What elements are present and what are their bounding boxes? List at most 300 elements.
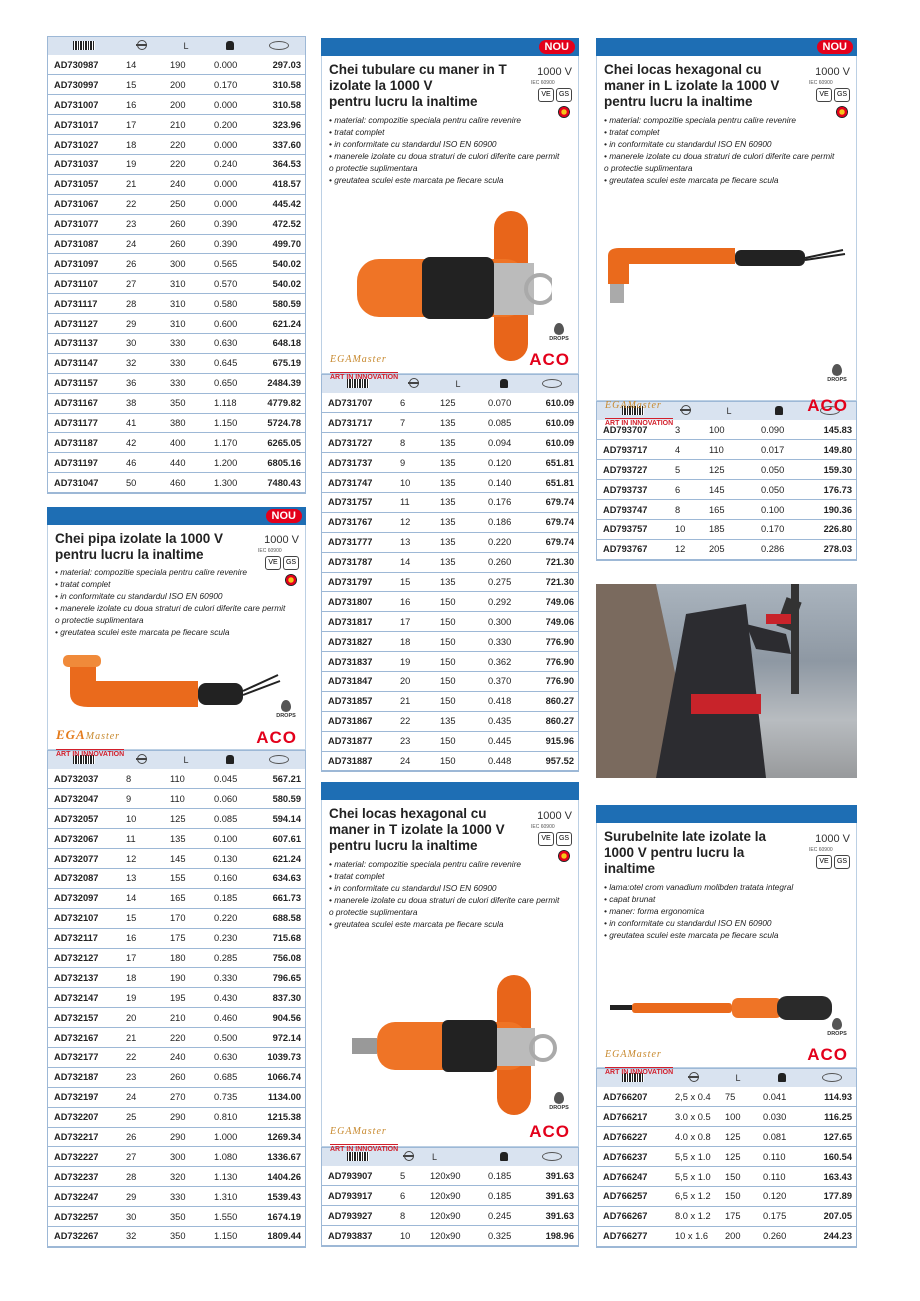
- table-row: [48, 1008, 305, 1028]
- weight-cell: 0.325: [482, 1226, 526, 1246]
- weight-cell: 0.810: [208, 1107, 252, 1127]
- table-row: [322, 652, 578, 672]
- product-code-cell: AD732127: [48, 948, 120, 968]
- length-cell: 210: [164, 1008, 208, 1028]
- size-cell: 13: [120, 868, 164, 888]
- table-row: [322, 1166, 578, 1186]
- product-code-cell: AD731837: [322, 652, 394, 672]
- table-row: [48, 413, 305, 433]
- card-header-bar: [321, 38, 579, 56]
- product-code-cell: AD732217: [48, 1127, 120, 1147]
- weight-cell: 0.245: [482, 1206, 526, 1226]
- size-cell: 5,5 x 1.0: [669, 1147, 719, 1167]
- aco-logo: ACO: [529, 350, 570, 369]
- length-cell: 310: [164, 294, 208, 314]
- table-row: [322, 691, 578, 711]
- table-row: [597, 1226, 856, 1246]
- table-header: [48, 37, 305, 55]
- feature-item: • greutatea sculei este marcata pe fiecare scula: [604, 175, 779, 185]
- weight-cell: 0.000: [208, 174, 252, 194]
- voltage-label: 1000 V: [537, 66, 572, 78]
- price-cell: 445.42: [252, 194, 305, 214]
- length-cell: 150: [719, 1186, 757, 1206]
- size-cell: 50: [120, 473, 164, 493]
- price-cell: 749.06: [526, 592, 578, 612]
- size-cell: 22: [394, 711, 434, 731]
- product-code-cell: AD731777: [322, 532, 394, 552]
- size-cell: 18: [394, 632, 434, 652]
- weight-cell: 0.186: [482, 512, 526, 532]
- product-title: Chei pipa izolate la 1000 V pentru lucru la inaltime: [55, 531, 224, 562]
- drops-logo: [827, 364, 847, 383]
- table-row: [48, 988, 305, 1008]
- ega-text: EGA: [605, 1049, 628, 1060]
- size-cell: 28: [120, 1167, 164, 1187]
- voltage-rating: [528, 806, 572, 862]
- size-cell: 15: [394, 572, 434, 592]
- weight-cell: 0.390: [208, 234, 252, 254]
- size-cell: 23: [120, 1067, 164, 1087]
- price-cell: 1539.43: [252, 1187, 305, 1207]
- price-cell: 391.63: [526, 1186, 578, 1206]
- table-row: [597, 519, 856, 539]
- size-cell: 26: [120, 254, 164, 274]
- product-code-cell: AD731797: [322, 572, 394, 592]
- length-cell: 330: [164, 1187, 208, 1207]
- product-code-cell: AD732107: [48, 908, 120, 928]
- table-row: [322, 413, 578, 433]
- price-cell: 198.96: [526, 1226, 578, 1246]
- price-cell: 310.58: [252, 75, 305, 95]
- feature-item: • material: compozitie speciala pentru calire revenire: [329, 859, 521, 869]
- product-code-cell: AD731847: [322, 671, 394, 691]
- weight-cell: 0.094: [482, 433, 526, 453]
- price-cell: 391.63: [526, 1166, 578, 1186]
- size-cell: 16: [394, 592, 434, 612]
- product-code-cell: AD731157: [48, 373, 120, 393]
- price-cell: 163.43: [807, 1167, 856, 1187]
- weight-icon: [778, 1073, 786, 1082]
- product-code-cell: AD731177: [48, 413, 120, 433]
- weight-cell: 1.170: [208, 433, 252, 453]
- weight-cell: 1.300: [208, 473, 252, 493]
- table-row: [597, 460, 856, 480]
- weight-cell: 0.240: [208, 154, 252, 174]
- ega-script-text: Master: [627, 1049, 662, 1060]
- ega-master-logo: [330, 1122, 398, 1156]
- table-t-hex-key: [321, 1147, 579, 1247]
- length-cell: 125: [719, 1147, 757, 1167]
- weight-cell: 1.550: [208, 1207, 252, 1227]
- weight-cell: 0.285: [208, 948, 252, 968]
- feature-list: [329, 858, 559, 930]
- price-coins-icon: [542, 1152, 562, 1161]
- weight-cell: 0.230: [208, 928, 252, 948]
- feature-item: • greutatea sculei este marcata pe fiecare scula: [604, 930, 779, 940]
- price-table-2: [48, 751, 305, 1247]
- size-cell: 5: [394, 1166, 424, 1186]
- size-cell: 10: [669, 519, 703, 539]
- table-row: [322, 1206, 578, 1226]
- length-cell: 120x90: [424, 1186, 482, 1206]
- feature-item: • in conformitate cu standardul ISO EN 60900: [329, 139, 497, 149]
- length-cell: 260: [164, 214, 208, 234]
- price-cell: 972.14: [252, 1028, 305, 1048]
- price-cell: 594.14: [252, 809, 305, 829]
- feature-item: • tratat complet: [604, 127, 660, 137]
- table-row: [322, 532, 578, 552]
- weight-icon: [775, 406, 783, 415]
- iec-label: IEC 60900: [531, 824, 555, 830]
- product-code-cell: AD732157: [48, 1008, 120, 1028]
- size-cell: 9: [394, 453, 434, 473]
- weight-cell: 0.630: [208, 333, 252, 353]
- weight-cell: 0.565: [208, 254, 252, 274]
- product-code-cell: AD766227: [597, 1127, 669, 1147]
- price-cell: 776.90: [526, 632, 578, 652]
- length-cell: 330: [164, 333, 208, 353]
- size-cell: 4: [669, 440, 703, 460]
- weight-cell: 0.418: [482, 691, 526, 711]
- length-cell: 125: [703, 460, 755, 480]
- product-title: Chei locas hexagonal cu maner in L izolate la 1000 V pentru lucru la inaltime: [604, 62, 780, 109]
- feature-list: [604, 881, 793, 941]
- length-cell: 185: [703, 519, 755, 539]
- size-cell: 15: [120, 75, 164, 95]
- size-cell: 8: [394, 433, 434, 453]
- product-card-screwdriver: [596, 805, 857, 1248]
- weight-cell: 0.445: [482, 731, 526, 751]
- table-row: [597, 440, 856, 460]
- weight-cell: 0.630: [208, 1047, 252, 1067]
- product-code-cell: AD766217: [597, 1107, 669, 1127]
- size-cell: 11: [394, 492, 434, 512]
- product-code-cell: AD731787: [322, 552, 394, 572]
- length-cell: 220: [164, 154, 208, 174]
- price-cell: 159.30: [803, 460, 856, 480]
- price-cell: 679.74: [526, 532, 578, 552]
- weight-cell: 0.650: [208, 373, 252, 393]
- length-cell: 120x90: [424, 1166, 482, 1186]
- product-card-body: [47, 525, 306, 758]
- size-cell: 12: [669, 539, 703, 559]
- product-code-cell: AD731027: [48, 135, 120, 155]
- table-row: [48, 1147, 305, 1167]
- aco-logo: ACO: [529, 1122, 570, 1141]
- feature-item: • capat brunat: [604, 894, 656, 904]
- weight-cell: 0.000: [208, 95, 252, 115]
- weight-cell: 0.140: [482, 473, 526, 493]
- length-cell: 175: [164, 928, 208, 948]
- price-cell: 721.30: [526, 552, 578, 572]
- ve-mark-icon: VE: [816, 855, 832, 869]
- drops-text: DROPS: [549, 1105, 569, 1111]
- weight-cell: 0.085: [482, 413, 526, 433]
- length-cell: 330: [164, 373, 208, 393]
- table-row: [48, 373, 305, 393]
- table-row: [48, 433, 305, 453]
- size-cell: 27: [120, 1147, 164, 1167]
- weight-cell: 0.370: [482, 671, 526, 691]
- product-code-cell: AD731867: [322, 711, 394, 731]
- length-cell: 290: [164, 1127, 208, 1147]
- price-cell: 472.52: [252, 214, 305, 234]
- weight-cell: 0.500: [208, 1028, 252, 1048]
- price-cell: 651.81: [526, 453, 578, 473]
- table-row: [48, 393, 305, 413]
- length-cell: 200: [719, 1226, 757, 1246]
- weight-cell: 0.448: [482, 751, 526, 771]
- price-cell: 337.60: [252, 135, 305, 155]
- feature-item: • manerele izolate cu doua straturi de culori diferite care permit: [329, 151, 560, 161]
- table-row: [48, 888, 305, 908]
- germany-flag-icon: [285, 574, 297, 586]
- product-code-cell: AD731107: [48, 274, 120, 294]
- size-cell: 19: [120, 988, 164, 1008]
- table-row: [597, 480, 856, 500]
- table-row: [48, 809, 305, 829]
- weight-cell: 0.110: [757, 1167, 807, 1187]
- length-cell: 290: [164, 1107, 208, 1127]
- length-cell: 270: [164, 1087, 208, 1107]
- weight-cell: 0.220: [482, 532, 526, 552]
- weight-cell: 1.150: [208, 1226, 252, 1246]
- length-cell: 135: [434, 433, 482, 453]
- size-cell: 17: [120, 948, 164, 968]
- length-cell: 135: [434, 453, 482, 473]
- size-cell: 24: [394, 751, 434, 771]
- ega-script-text: Master: [352, 354, 387, 365]
- length-cell: 135: [434, 552, 482, 572]
- size-cell: 14: [394, 552, 434, 572]
- price-cell: 567.21: [252, 769, 305, 789]
- diameter-icon: [404, 1151, 414, 1161]
- feature-item: • greutatea sculei este marcata pe fiecare scula: [329, 919, 504, 929]
- price-cell: 651.81: [526, 473, 578, 493]
- table-row: [597, 1107, 856, 1127]
- product-code-cell: AD766277: [597, 1226, 669, 1246]
- feature-item: • in conformitate cu standardul ISO EN 60900: [329, 883, 497, 893]
- price-cell: 127.65: [807, 1127, 856, 1147]
- product-card-body: [596, 56, 857, 427]
- voltage-label: 1000 V: [537, 810, 572, 822]
- product-code-cell: AD731747: [322, 473, 394, 493]
- price-cell: 116.25: [807, 1107, 856, 1127]
- product-code-cell: AD731087: [48, 234, 120, 254]
- product-code-cell: AD793927: [322, 1206, 394, 1226]
- art-in-innovation: ART IN INNOVATION: [605, 420, 674, 427]
- gs-mark-icon: GS: [834, 88, 850, 102]
- length-cell: 150: [434, 592, 482, 612]
- product-code-cell: AD793907: [322, 1166, 394, 1186]
- price-coins-icon: [542, 379, 562, 388]
- feature-item: • greutatea sculei este marcata pe fiecare scula: [55, 627, 230, 637]
- length-cell: 260: [164, 1067, 208, 1087]
- size-cell: 10: [120, 809, 164, 829]
- product-code-cell: AD793767: [597, 539, 669, 559]
- table-row: [48, 314, 305, 334]
- weight-cell: 0.000: [208, 55, 252, 75]
- product-card-pipe-wrench: [47, 507, 306, 1248]
- table-row: [48, 333, 305, 353]
- size-cell: 10 x 1.6: [669, 1226, 719, 1246]
- feature-item: • in conformitate cu standardul ISO EN 60900: [55, 591, 223, 601]
- feature-item: • tratat complet: [55, 579, 111, 589]
- voltage-rating: [806, 829, 850, 869]
- length-cell: 145: [703, 480, 755, 500]
- price-cell: 4779.82: [252, 393, 305, 413]
- table-row: [322, 711, 578, 731]
- ve-mark-icon: VE: [265, 556, 281, 570]
- weight-cell: 0.060: [208, 789, 252, 809]
- size-cell: 8.0 x 1.2: [669, 1206, 719, 1226]
- product-card-t-hex-key: [321, 782, 579, 1247]
- length-cell: 125: [434, 393, 482, 413]
- table-row: [48, 154, 305, 174]
- product-code-cell: AD731737: [322, 453, 394, 473]
- size-cell: 6: [669, 480, 703, 500]
- product-code-cell: AD731067: [48, 194, 120, 214]
- price-cell: 149.80: [803, 440, 856, 460]
- weight-cell: 0.170: [755, 519, 803, 539]
- drops-logo: [827, 1018, 847, 1037]
- length-cell: 150: [719, 1167, 757, 1187]
- weight-cell: 0.200: [208, 115, 252, 135]
- product-code-cell: AD732247: [48, 1187, 120, 1207]
- product-code-cell: AD731037: [48, 154, 120, 174]
- ega-master-logo: [605, 396, 673, 430]
- drop-icon: [832, 1018, 842, 1030]
- size-cell: 16: [120, 928, 164, 948]
- size-cell: 9: [120, 789, 164, 809]
- size-cell: 21: [394, 691, 434, 711]
- weight-cell: 0.460: [208, 1008, 252, 1028]
- table-row: [48, 294, 305, 314]
- table-row: [48, 254, 305, 274]
- size-cell: 12: [120, 849, 164, 869]
- weight-cell: 1.200: [208, 453, 252, 473]
- product-code-cell: AD731127: [48, 314, 120, 334]
- table-row: [322, 572, 578, 592]
- length-cell: 300: [164, 1147, 208, 1167]
- price-table-3: [322, 375, 578, 771]
- price-cell: 278.03: [803, 539, 856, 559]
- price-cell: 776.90: [526, 671, 578, 691]
- size-cell: 30: [120, 333, 164, 353]
- product-code-cell: AD730997: [48, 75, 120, 95]
- drop-icon: [554, 1092, 564, 1104]
- size-cell: 8: [669, 500, 703, 520]
- length-cell: 180: [164, 948, 208, 968]
- table-row: [48, 234, 305, 254]
- size-cell: 20: [120, 1008, 164, 1028]
- feature-item: • tratat complet: [329, 871, 385, 881]
- ega-text: EGA: [56, 727, 86, 742]
- price-cell: 364.53: [252, 154, 305, 174]
- drops-text: DROPS: [827, 1031, 847, 1037]
- table-row: [322, 433, 578, 453]
- weight-cell: 1.150: [208, 413, 252, 433]
- weight-cell: 0.017: [755, 440, 803, 460]
- product-code-cell: AD731007: [48, 95, 120, 115]
- size-cell: 19: [120, 154, 164, 174]
- weight-cell: 0.050: [755, 480, 803, 500]
- diameter-icon: [137, 754, 147, 764]
- table-row: [48, 849, 305, 869]
- size-cell: 17: [120, 115, 164, 135]
- length-cell: 135: [434, 492, 482, 512]
- product-code-cell: AD732137: [48, 968, 120, 988]
- weight-cell: 1.118: [208, 393, 252, 413]
- size-cell: 21: [120, 174, 164, 194]
- product-code-cell: AD766267: [597, 1206, 669, 1226]
- price-cell: 837.30: [252, 988, 305, 1008]
- feature-item: o protectie suplimentara: [329, 907, 418, 917]
- length-cell: 125: [719, 1127, 757, 1147]
- length-cell: 460: [164, 473, 208, 493]
- l-hex-key-image: [605, 236, 850, 311]
- price-cell: 310.58: [252, 95, 305, 115]
- drop-icon: [832, 364, 842, 376]
- table-row: [48, 95, 305, 115]
- weight-cell: 0.220: [208, 908, 252, 928]
- length-cell: 165: [703, 500, 755, 520]
- price-cell: 610.09: [526, 393, 578, 413]
- price-cell: 675.19: [252, 353, 305, 373]
- price-cell: 679.74: [526, 492, 578, 512]
- product-code-cell: AD731827: [322, 632, 394, 652]
- voltage-label: 1000 V: [264, 534, 299, 546]
- price-cell: 1674.19: [252, 1207, 305, 1227]
- table-row: [48, 1226, 305, 1246]
- weight-cell: 1.130: [208, 1167, 252, 1187]
- product-code-cell: AD731077: [48, 214, 120, 234]
- size-cell: 12: [394, 512, 434, 532]
- product-code-cell: AD731717: [322, 413, 394, 433]
- length-cell: 190: [164, 55, 208, 75]
- product-code-cell: AD732067: [48, 829, 120, 849]
- length-cell: 75: [719, 1087, 757, 1107]
- table-row: [48, 1067, 305, 1087]
- ega-script-text: Master: [352, 1126, 387, 1137]
- product-card-t-socket-wrench: [321, 38, 579, 772]
- length-cell: 135: [434, 532, 482, 552]
- weight-cell: 0.100: [755, 500, 803, 520]
- length-cell: 145: [164, 849, 208, 869]
- length-cell: 190: [164, 968, 208, 988]
- size-cell: 30: [120, 1207, 164, 1227]
- product-code-cell: AD793757: [597, 519, 669, 539]
- feature-list: [55, 566, 285, 638]
- length-icon: L: [164, 751, 208, 769]
- ega-master-logo: [56, 727, 124, 761]
- price-cell: 540.02: [252, 274, 305, 294]
- price-cell: 860.27: [526, 711, 578, 731]
- aco-logo: ACO: [807, 396, 848, 415]
- size-cell: 32: [120, 353, 164, 373]
- weight-cell: 0.580: [208, 294, 252, 314]
- price-cell: 540.02: [252, 254, 305, 274]
- new-badge: NOU: [817, 40, 853, 54]
- size-cell: 7: [394, 413, 434, 433]
- table-row: [322, 731, 578, 751]
- table-row: [48, 274, 305, 294]
- size-cell: 6: [394, 393, 434, 413]
- product-code-cell: AD731887: [322, 751, 394, 771]
- weight-cell: 0.070: [482, 393, 526, 413]
- price-cell: 715.68: [252, 928, 305, 948]
- price-cell: 1134.00: [252, 1087, 305, 1107]
